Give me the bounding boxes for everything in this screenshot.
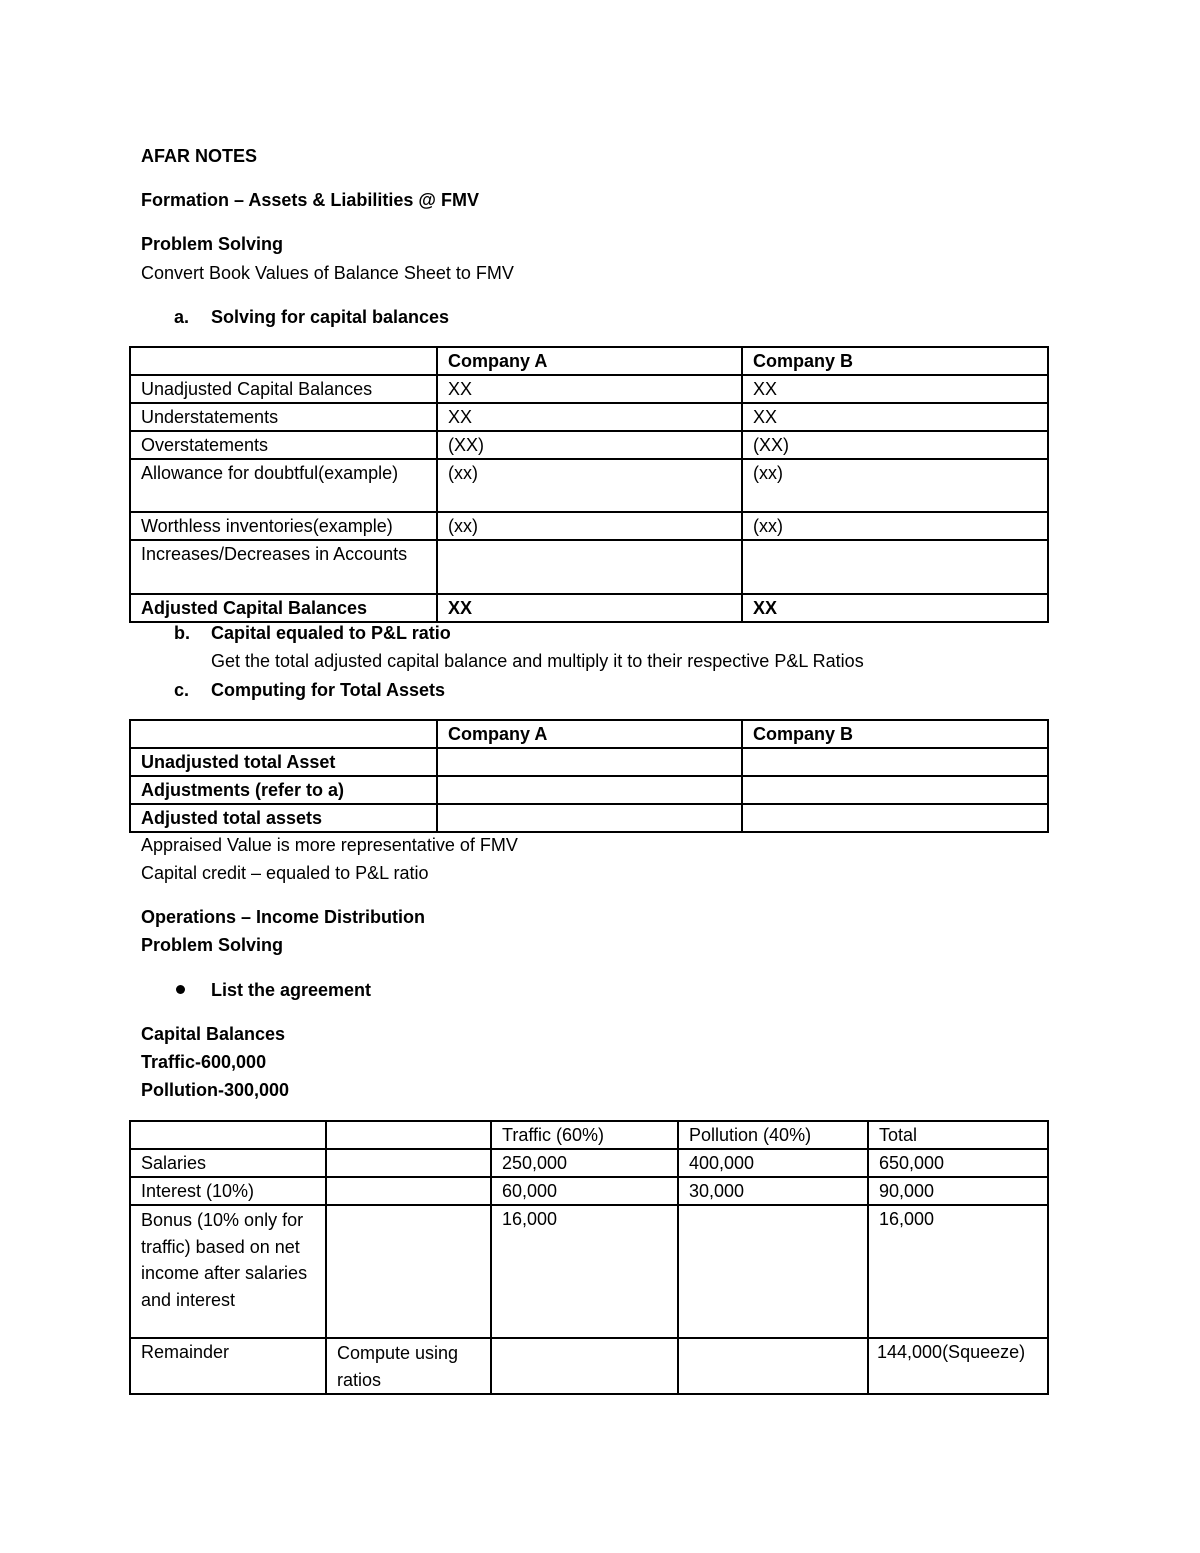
table-cell: 90,000	[868, 1177, 1048, 1205]
note-appraised-value: Appraised Value is more representative of FMV	[141, 835, 518, 855]
table-cell	[742, 804, 1048, 832]
table-cell	[437, 776, 742, 804]
table-cell	[678, 1205, 868, 1338]
table-cell: 144,000(Squeeze)	[868, 1338, 1048, 1394]
table-row	[130, 1149, 1048, 1177]
table-row	[130, 804, 1048, 832]
table-cell: (xx)	[742, 512, 1048, 540]
table-cell	[742, 540, 1048, 594]
table-header-cell: Pollution (40%)	[678, 1121, 868, 1149]
table-cell: (xx)	[742, 459, 1048, 512]
table-cell: 30,000	[678, 1177, 868, 1205]
list-label-a: Solving for capital balances	[211, 307, 450, 327]
table-cell: Allowance for doubtful(example)	[130, 459, 437, 512]
formation-heading: Formation – Assets & Liabilities @ FMV	[141, 190, 479, 210]
table-row	[130, 431, 1048, 459]
table-cell: Understatements	[130, 403, 437, 431]
table-header-cell	[326, 1121, 491, 1149]
table-row	[130, 748, 1048, 776]
table-cell	[437, 748, 742, 776]
table-cell: Bonus (10% only for traffic) based on net income after salaries and interest	[130, 1205, 326, 1338]
table-cell: Salaries	[130, 1149, 326, 1177]
table-row-total	[130, 594, 1048, 622]
table-header-row	[130, 347, 1048, 375]
table-cell: 16,000	[868, 1205, 1048, 1338]
table-cell	[742, 776, 1048, 804]
table-cell	[678, 1338, 868, 1394]
operations-heading: Operations – Income Distribution	[141, 907, 426, 927]
table-cell: Adjusted Capital Balances	[130, 594, 437, 622]
table-cell: Adjusted total assets	[130, 804, 437, 832]
bullet-label: List the agreement	[211, 980, 372, 1000]
table-cell: 16,000	[491, 1205, 678, 1338]
convert-line: Convert Book Values of Balance Sheet to FMV	[141, 263, 514, 283]
list-label-b: Capital equaled to P&L ratio	[211, 623, 451, 643]
table-cell: Compute using ratios	[326, 1338, 491, 1394]
operations-problem-solving: Problem Solving	[141, 935, 284, 955]
note-capital-credit: Capital credit – equaled to P&L ratio	[141, 863, 429, 883]
table-cell: 400,000	[678, 1149, 868, 1177]
table-cell: 250,000	[491, 1149, 678, 1177]
table-cell: XX	[742, 594, 1048, 622]
table-cell: Increases/Decreases in Accounts	[130, 540, 437, 594]
pollution-balance: Pollution-300,000	[141, 1080, 290, 1100]
income-distribution-table	[129, 1120, 1049, 1395]
table-cell	[742, 748, 1048, 776]
table-row	[130, 459, 1048, 512]
table-header-cell	[130, 720, 437, 748]
table-cell: XX	[437, 594, 742, 622]
table-header-row	[130, 720, 1048, 748]
table-cell: XX	[437, 375, 742, 403]
table-cell: XX	[437, 403, 742, 431]
table-row	[130, 512, 1048, 540]
table-header-cell: Total	[868, 1121, 1048, 1149]
table-cell	[491, 1338, 678, 1394]
formation-problem-solving: Problem Solving	[141, 234, 284, 254]
table-cell: (XX)	[437, 431, 742, 459]
table-cell: 650,000	[868, 1149, 1048, 1177]
table-row	[130, 540, 1048, 594]
table-header-cell	[130, 1121, 326, 1149]
table-cell: (xx)	[437, 512, 742, 540]
table-cell: (XX)	[742, 431, 1048, 459]
table-cell: XX	[742, 403, 1048, 431]
list-label-c: Computing for Total Assets	[211, 680, 445, 700]
list-detail-b: Get the total adjusted capital balance and multiply it to their respective P&L Ratios	[211, 651, 864, 671]
traffic-balance: Traffic-600,000	[141, 1052, 267, 1072]
list-marker-b: b.	[174, 623, 190, 643]
table-cell: Overstatements	[130, 431, 437, 459]
table-row	[130, 1205, 1048, 1338]
table-row	[130, 375, 1048, 403]
table-header-cell	[130, 347, 437, 375]
table-cell: Adjustments (refer to a)	[130, 776, 437, 804]
table-header-cell: Company B	[742, 347, 1048, 375]
table-cell: Unadjusted total Asset	[130, 748, 437, 776]
doc-title: AFAR NOTES	[141, 146, 258, 166]
total-assets-table	[129, 719, 1049, 833]
table-cell: (xx)	[437, 459, 742, 512]
table-cell: XX	[742, 375, 1048, 403]
table-cell: Unadjusted Capital Balances	[130, 375, 437, 403]
list-marker-a: a.	[174, 307, 190, 327]
table-cell: Interest (10%)	[130, 1177, 326, 1205]
table-header-cell: Traffic (60%)	[491, 1121, 678, 1149]
table-cell	[437, 804, 742, 832]
list-marker-c: c.	[174, 680, 190, 700]
table-cell: Worthless inventories(example)	[130, 512, 437, 540]
capital-balances-table	[129, 346, 1049, 623]
table-header-cell: Company A	[437, 347, 742, 375]
table-cell: Remainder	[130, 1338, 326, 1394]
table-row	[130, 776, 1048, 804]
table-header-cell: Company A	[437, 720, 742, 748]
capital-balances-heading: Capital Balances	[141, 1024, 286, 1044]
table-row	[130, 1177, 1048, 1205]
table-header-cell: Company B	[742, 720, 1048, 748]
table-cell	[326, 1149, 491, 1177]
bullet-icon	[176, 985, 185, 994]
table-header-row	[130, 1121, 1048, 1149]
table-cell	[326, 1205, 491, 1338]
table-cell	[437, 540, 742, 594]
table-row	[130, 403, 1048, 431]
table-row	[130, 1338, 1048, 1394]
table-cell: 60,000	[491, 1177, 678, 1205]
table-cell	[326, 1177, 491, 1205]
